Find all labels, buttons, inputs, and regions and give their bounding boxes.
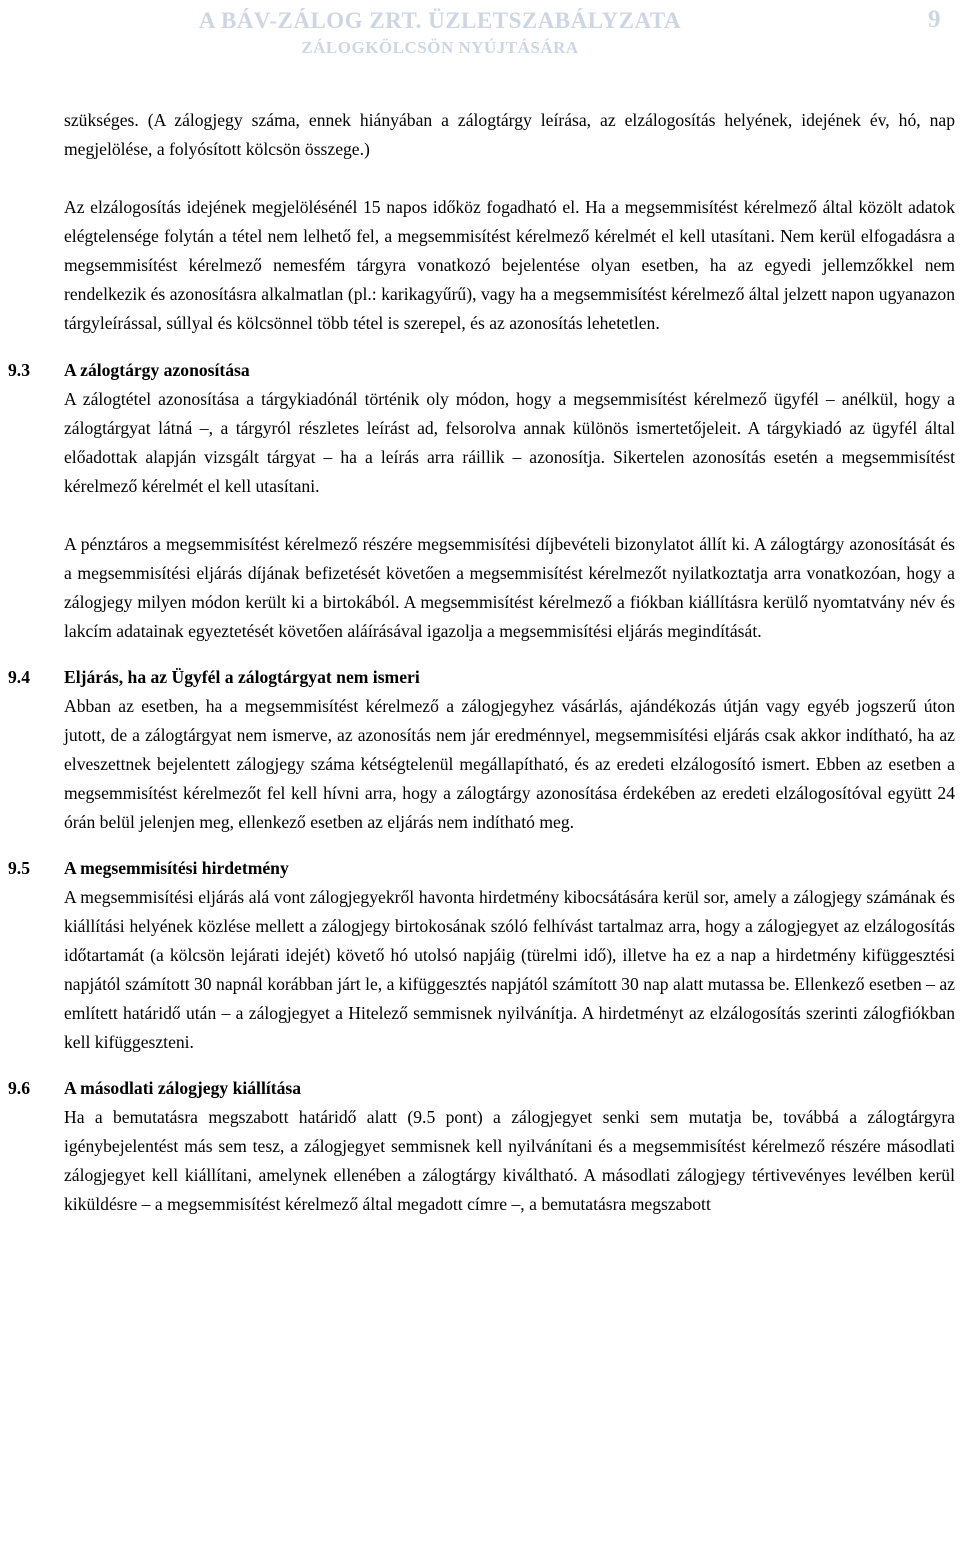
section-paragraph: A megsemmisítési eljárás alá vont zálogjegyekről havonta hirdetmény kibocsátására kerül sor, amely a zálogjegy számának és kiállítási helyének közlése mellett a zálogjegy birtokosának szóló felhívást tartalmaz arra, hogy a zálogjegyet az elzálogosítás időtartamát (a kölcsön lejárati idejét) követő hó utolsó napjáig (türelmi idő), illetve ha ez a nap a hirdetmény kifüggesztési napjától számított 30 napnál korábban járt le, a kifüggesztés napjától számított 30 nap alatt mutassa be. Ellenkező esetben – az említett határidő után – a zálogjegyet a Hitelező semmisnek nyilvánítja. A hirdetményt az elzálogosítás szerinti zálogfiókban kell kifüggeszteni. [64, 887, 955, 1052]
section-paragraph: Ha a bemutatásra megszabott határidő alatt (9.5 pont) a zálogjegyet senki sem mutatja be, továbbá a zálogtárgyra igénybejelentést más sem tesz, a zálogjegyet semmisnek kell nyilvánítani és a megsemmisítést kérelmező részére másodlati zálogjegyet kell kiállítani, amelynek ellenében a zálogtárgy kiváltható. A másodlati zálogjegy tértivevényes levélben kerül kiküldésre – a megsemmisítést kérelmező által megadott címre –, a bemutatásra megszabott [64, 1107, 955, 1214]
section-9-6 [8, 1074, 955, 1219]
section-9-4 [8, 663, 955, 837]
section-number: 9.4 [8, 667, 30, 687]
section-paragraph: A zálogtétel azonosítása a tárgykiadónál történik oly módon, hogy a megsemmisítést kérelmező ügyfél – anélkül, hogy a zálogtárgyat látná –, a tárgyról részletes leírást ad, felsorolva annak különös ismertetőjeleit. A tárgykiadó az ügyfél által előadottak alapján vizsgált tárgyat – ha a leírás arra ráillik – azonosítja. Sikertelen azonosítás esetén a megsemmisítést kérelmező kérelmét el kell utasítani. [64, 389, 955, 496]
header-title: A BÁV-ZÁLOG ZRT. ÜZLETSZABÁLYZATA [198, 8, 682, 33]
page-header [0, 0, 960, 70]
document-body [8, 106, 955, 1219]
intro-paragraph-1: szükséges. (A zálogjegy száma, ennek hiányában a zálogtárgy leírása, az elzálogosítás helyének, idejének év, hó, nap megjelölése, a folyósított kölcsön összege.) [64, 110, 955, 159]
section-9-3 [8, 356, 955, 646]
section-title: A másodlati zálogjegy kiállítása [64, 1078, 302, 1098]
section-paragraph: Abban az esetben, ha a megsemmisítést kérelmező a zálogjegyhez vásárlás, ajándékozás útján vagy egyéb jogszerű úton jutott, de a zálogtárgyat nem ismerve, az azonosítás nem jár eredménnyel, megsemmisítési eljárás csak akkor indítható, ha az elveszettnek bejelentett zálogjegy száma kétségtelenül megállapítható, és az eredeti elzálogosító ismert. Ebben az esetben a megsemmisítést kérelmezőt fel kell hívni arra, hogy a zálogtárgy azonosítása érdekében az eredeti elzálogosítóval együtt 24 órán belül jelenjen meg, ellenkező esetben az eljárás nem indítható meg. [64, 696, 955, 832]
section-title: Eljárás, ha az Ügyfél a zálogtárgyat nem ismeri [64, 667, 420, 687]
section-number: 9.6 [8, 1078, 30, 1098]
section-number: 9.5 [8, 858, 30, 878]
section-title: A zálogtárgy azonosítása [64, 360, 250, 380]
section-number: 9.3 [8, 360, 30, 380]
page-number: 9 [928, 6, 941, 33]
section-9-5 [8, 854, 955, 1057]
header-subtitle: ZÁLOGKÖLCSÖN NYÚJTÁSÁRA [301, 38, 579, 57]
section-title: A megsemmisítési hirdetmény [64, 858, 289, 878]
intro-paragraph-2: Az elzálogosítás idejének megjelölésénél 15 napos időköz fogadható el. Ha a megsemmisítést kérelmező által közölt adatok elégtelensége folytán a tétel nem lelhető fel, a megsemmisítést kérelmező kérelmét el kell utasítani. Nem kerül elfogadásra a megsemmisítést kérelmező nemesfém tárgyra vonatkozó bejelentése olyan esetben, ha az egyedi jellemzőkkel nem rendelkezik és azonosításra alkalmatlan (pl.: karikagyűrű), vagy ha a megsemmisítést kérelmező által jelzett napon ugyanazon tárgyleírással, súllyal és kölcsönnel több tétel is szerepel, és az azonosítás lehetetlen. [64, 197, 955, 333]
section-paragraph: A pénztáros a megsemmisítést kérelmező részére megsemmisítési díjbevételi bizonylatot állít ki. A zálogtárgy azonosítását és a megsemmisítési eljárás díjának befizetését követően a megsemmisítést kérelmezőt nyilatkoztatja arra vonatkozóan, hogy a zálogjegy milyen módon került ki a birtokából. A megsemmisítést kérelmező a fiókban kiállításra kerülő nyomtatvány név és lakcím adatainak egyeztetését követően aláírásával igazolja a megsemmisítési eljárás megindítását. [64, 534, 955, 641]
